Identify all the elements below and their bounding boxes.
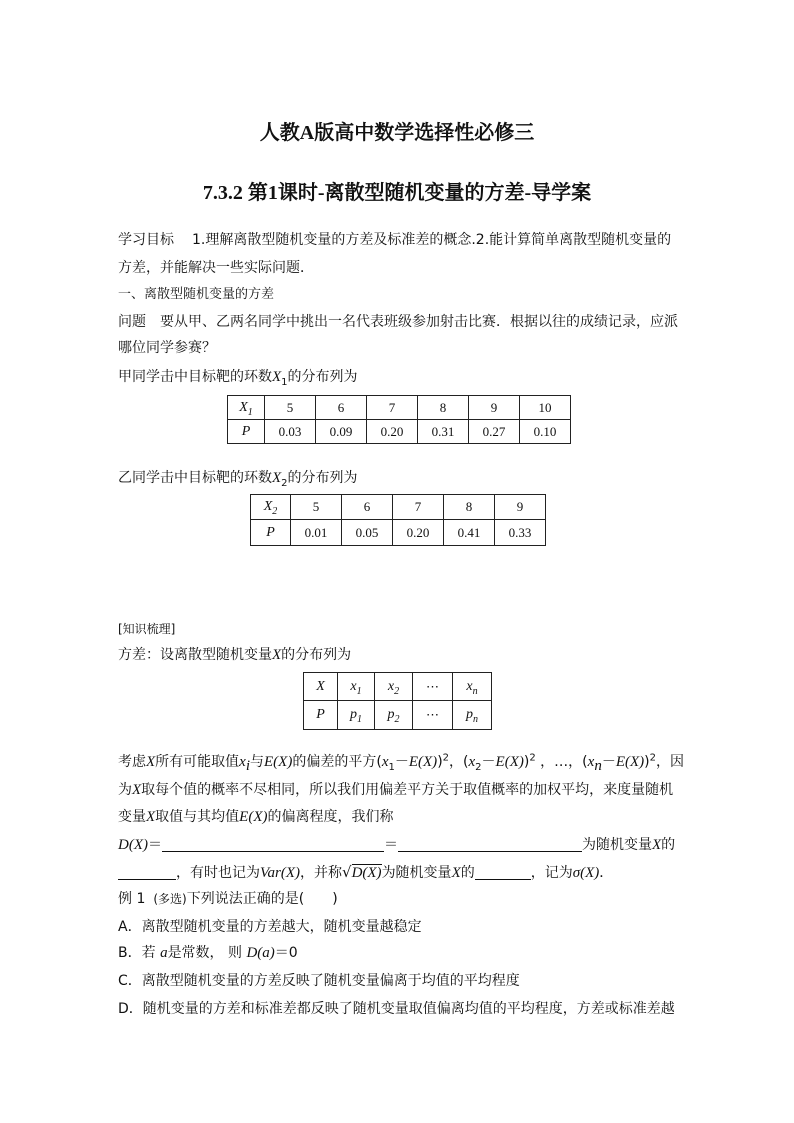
table-header-cell	[228, 396, 265, 420]
variance-paragraph-line-1	[118, 752, 684, 772]
table-row-values	[251, 495, 546, 520]
text-span: )	[437, 754, 443, 770]
text-span: 1	[357, 713, 362, 725]
text-span: n	[473, 713, 478, 725]
text-span: E(X)	[495, 754, 524, 770]
example-stem	[118, 889, 338, 909]
text-span: 的	[661, 837, 676, 853]
text-span: ，有时也记为	[176, 865, 260, 881]
text-span: x	[239, 754, 246, 770]
text-span: 取每个值的概率不尽相同，所以我们用偏差平方关于取值概率的加权平均，来度量随机	[141, 782, 674, 798]
table-cell	[375, 701, 413, 730]
option-a: A．离散型随机变量的方差越大，随机变量越稳定	[118, 919, 422, 935]
distribution-table-general	[303, 672, 492, 730]
table-cell: 10	[520, 396, 571, 420]
option-d: D．随机变量的方差和标准差都反映了随机变量取值偏离均值的平均程度，方差或标准差越	[118, 1001, 675, 1017]
distribution-table-x1	[227, 395, 571, 444]
text-span: σ(X)	[572, 865, 600, 881]
text-span: p	[387, 707, 395, 722]
text-span: －	[394, 754, 409, 770]
text-span: 为随机变量	[582, 837, 652, 853]
table2-caption	[118, 468, 358, 488]
text-span: X	[451, 865, 461, 881]
text-span: X	[652, 837, 662, 853]
table-cell: 5	[291, 495, 342, 520]
table-header-cell: P	[228, 420, 265, 444]
text-span: E(X)	[239, 809, 268, 825]
table-header-cell	[251, 495, 291, 520]
text-span: x	[587, 754, 595, 770]
variance-paragraph-line-3	[118, 807, 394, 827]
variance-var: X	[272, 647, 282, 663]
knowledge-review-label: [知识梳理]	[118, 622, 176, 636]
text-span: 取值与其均值	[155, 809, 240, 825]
text-span: ，并称	[300, 865, 342, 881]
text-span: －	[481, 754, 496, 770]
text-span: ＝0	[274, 945, 298, 961]
text-span: 是常数， 则	[167, 945, 247, 961]
text-span: x	[468, 754, 476, 770]
caption-var: X	[272, 470, 282, 486]
caption-text: 的分布列为	[287, 369, 358, 385]
text-span: 的偏离程度，我们称	[267, 809, 394, 825]
doc-subtitle: 7.3.2 第1课时-离散型随机变量的方差-导学案	[202, 182, 592, 204]
table-cell	[338, 701, 375, 730]
distribution-table-x2	[250, 494, 546, 546]
text-span: ，记为	[530, 865, 573, 881]
text-span: 的偏差的平方(	[292, 754, 382, 770]
text-span: E(X)	[615, 754, 645, 770]
text-span: E(X)	[264, 754, 293, 770]
text-span: 为随机变量	[381, 865, 452, 881]
study-goal-line-2: 方差，并能解决一些实际问题．	[118, 260, 314, 276]
table-cell: 0.31	[418, 420, 469, 444]
example-tag: (多选)	[153, 892, 187, 906]
table-cell: 0.20	[367, 420, 418, 444]
table-cell	[375, 673, 413, 701]
table-cell: 0.20	[393, 520, 444, 546]
variance-intro-text: 的分布列为	[281, 647, 352, 663]
table-cell: 0.05	[342, 520, 393, 546]
problem-line-1	[118, 312, 678, 332]
table-row-probs	[228, 420, 571, 444]
table-cell: 0.33	[495, 520, 546, 546]
text-span: X	[132, 782, 142, 798]
text-span: )	[523, 754, 530, 770]
text-span: ．	[599, 865, 614, 881]
answer-blank-1[interactable]	[162, 836, 384, 852]
example-label: 例 1	[118, 891, 146, 907]
caption-sub: 1	[281, 376, 288, 388]
table-cell: 0.09	[316, 420, 367, 444]
table-cell: 0.10	[520, 420, 571, 444]
text-span: X	[239, 399, 248, 415]
table-row-values	[228, 396, 571, 420]
text-span: 变量	[118, 809, 146, 825]
text-span: )	[644, 754, 650, 770]
text-span: 所有可能取值	[155, 754, 240, 770]
text-span: D(X)	[118, 837, 148, 853]
table-cell: 8	[444, 495, 495, 520]
caption-sub: 2	[281, 477, 288, 489]
text-span: 的	[460, 865, 475, 881]
text-span: ，(	[449, 754, 469, 770]
text-span: n	[472, 685, 478, 697]
example-question: 下列说法正确的是( )	[186, 891, 338, 907]
table-cell	[453, 701, 492, 730]
text-span: x	[350, 678, 357, 694]
table-cell	[413, 673, 453, 701]
table-cell: 7	[367, 396, 418, 420]
study-goal-label: 学习目标	[118, 232, 174, 248]
doc-title: 人教A版高中数学选择性必修三	[259, 122, 535, 144]
table1-caption	[118, 367, 358, 387]
standard-deviation-line	[118, 862, 613, 882]
sqrt-symbol: √	[342, 863, 352, 881]
caption-text: 的分布列为	[287, 470, 358, 486]
text-span: 1	[247, 406, 253, 418]
text-span: E(X)	[408, 754, 438, 770]
table-cell: 6	[342, 495, 393, 520]
table-cell: 0.01	[291, 520, 342, 546]
table-cell: 0.41	[444, 520, 495, 546]
text-span: ⋯	[426, 678, 439, 694]
text-span: B．若	[118, 945, 161, 961]
text-span: ＝	[384, 837, 398, 853]
table-cell: 5	[265, 396, 316, 420]
answer-blank-3[interactable]	[118, 864, 176, 880]
problem-label: 问题	[118, 314, 146, 330]
option-b	[118, 943, 298, 963]
text-span: Var(X)	[260, 865, 300, 881]
table-header-cell: X	[304, 673, 338, 701]
text-span: p	[350, 707, 357, 722]
text-span: ＝	[148, 837, 162, 853]
text-span: X	[146, 809, 156, 825]
text-span: 与	[250, 754, 265, 770]
text-span: D(X)	[351, 865, 382, 881]
table-cell: 6	[316, 396, 367, 420]
text-span: ，因	[655, 754, 684, 770]
table-cell: 9	[469, 396, 520, 420]
text-span: x	[381, 754, 389, 770]
table-cell: 7	[393, 495, 444, 520]
study-goal-text-1: 1.理解离散型随机变量的方差及标准差的概念.2.能计算简单离散型随机变量的	[192, 232, 672, 248]
section-heading: 一、离散型随机变量的方差	[118, 287, 275, 302]
text-span: X	[263, 499, 273, 514]
option-c: C．离散型随机变量的方差反映了随机变量偏离于均值的平均程度	[118, 973, 520, 989]
table-cell	[338, 673, 375, 701]
text-span: x	[387, 678, 395, 694]
text-span: 1	[356, 685, 362, 697]
text-span: ，…，(	[535, 754, 588, 770]
table-cell	[453, 673, 492, 701]
text-span: 为	[118, 782, 132, 798]
answer-blank-4[interactable]	[475, 864, 531, 880]
caption-text: 乙同学击中目标靶的环数	[118, 470, 272, 486]
table-row-values	[304, 673, 492, 701]
answer-blank-2[interactable]	[398, 836, 582, 852]
text-span: 2	[394, 685, 400, 697]
text-span: 2	[649, 752, 656, 764]
text-span: i	[245, 757, 251, 774]
text-span: x	[466, 678, 473, 694]
table-row-probs	[304, 701, 492, 730]
text-span: D(a)	[246, 945, 275, 961]
caption-text: 甲同学击中目标靶的环数	[118, 369, 272, 385]
variance-intro	[118, 645, 351, 665]
table-cell: 0.27	[469, 420, 520, 444]
text-span: 考虑	[118, 754, 146, 770]
table-cell: 0.03	[265, 420, 316, 444]
caption-var: X	[272, 369, 282, 385]
table-header-cell: P	[304, 701, 338, 730]
problem-text-1: 要从甲、乙两名同学中挑出一名代表班级参加射击比赛．根据以往的成绩记录，应派	[160, 314, 678, 330]
text-span: a	[160, 945, 168, 961]
text-span: 2	[442, 752, 450, 764]
text-span: ⋯	[426, 707, 439, 722]
problem-line-2: 哪位同学参赛？	[118, 340, 216, 356]
text-span: p	[466, 707, 473, 722]
table-cell: 9	[495, 495, 546, 520]
text-span: 1	[388, 761, 395, 773]
study-goal-line-1	[118, 230, 671, 250]
text-span: 2	[475, 761, 482, 773]
variance-paragraph-line-2	[118, 780, 673, 800]
text-span: 2	[529, 752, 536, 764]
text-span: 2	[394, 713, 400, 725]
text-span: 2	[272, 505, 278, 517]
table-cell: 8	[418, 396, 469, 420]
text-span: X	[146, 754, 156, 770]
table-cell	[413, 701, 453, 730]
variance-definition-line	[118, 835, 675, 855]
text-span: n	[594, 757, 602, 774]
variance-intro-text: 方差：设离散型随机变量	[118, 647, 272, 663]
table-header-cell: P	[251, 520, 291, 546]
text-span: －	[601, 754, 616, 770]
table-row-probs	[251, 520, 546, 546]
